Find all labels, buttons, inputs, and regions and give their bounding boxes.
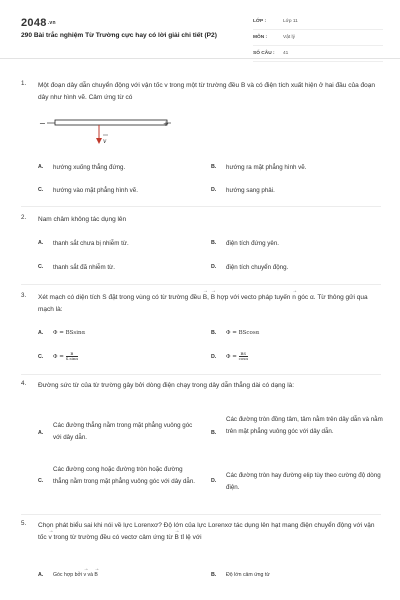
question-3: 3. Xét mạch có diện tích S đặt trong vùng có từ trường đều → B, → B hợp với vecto pháp tuyến → n góc α. Từ thông gửi qua mạch là: A. Φ = BSsinα B. Φ = BScosα C. Φ = $\frac{B}{S.\sin\alpha}$ D. Φ = $\frac{BS}{\cos\alpha}$ <box>21 292 381 370</box>
question-number: 4. <box>21 380 27 387</box>
plus-sign: + <box>163 120 169 128</box>
question-4: 4. Đường sức từ của từ trường gây bởi dòng điện chạy trong dây dẫn thẳng dài có dạng là: A. Các đường thẳng nằm trong mặt phẳng vuông góc với dây dẫn. B. Các đường tròn đồng tâm, tâm nằm trên dây dẫn và nằm trên mặt phẳng vuông góc với dây dẫn. C. Các đường cong hoặc đường tròn hoặc đường thẳng nằm trong mặt phẳng vuông góc với dây dẫn. D. Các đường tròn hay đường elip tùy theo cường độ dòng điện. <box>21 380 383 491</box>
question-number: 5. <box>21 520 27 527</box>
question-number: 2. <box>21 214 27 221</box>
divider <box>21 206 381 207</box>
document-header <box>0 0 400 59</box>
meta-question-count: SỐ CÂU : 41 <box>253 48 383 62</box>
wire-figure <box>37 116 177 148</box>
question-2: 2. Nam châm không tác dụng lên A. thanh sắt chưa bị nhiễm từ. B. điện tích đứng yên. C. thanh sắt đã nhiễm từ. D. điện tích chuyển động. <box>21 214 381 278</box>
question-5: 5. Chọn phát biểu sai khi nói về lực Lorenxơ? Độ lớn của lực Lorenxơ tác dụng lên hạt mang điện chuyển động với vận tốc → v trong từ trường đều có vectơ cảm ứng từ → B tỉ lệ với A. Góc hợp bởi → v và → B B. Độ lớn cảm ứng từ <box>21 520 381 600</box>
wire-rod <box>55 120 167 125</box>
divider <box>21 374 381 375</box>
document-title: 290 Bài trắc nghiệm Từ Trường cực hay có lời giải chi tiết (P2) <box>21 32 217 39</box>
question-text: Xét mạch có diện tích S đặt trong vùng có từ trường đều → B, → B hợp với vecto pháp tuyến → n góc α. Từ thông gửi qua mạch là: <box>38 292 378 315</box>
document-meta <box>253 16 383 64</box>
divider <box>21 514 381 515</box>
site-logo[interactable]: 2048.vn <box>21 17 56 29</box>
question-1: 1. Một đoạn dây dẫn chuyển động với vận tốc v trong một từ trường đều B và có điện tích xuất hiện ở hai đầu của đoạn dây như hình vẽ. Cảm ứng từ có − + v A. hướng xuống thẳng đứng. B. hướng ra mặt phẳng hình vẽ. C. hướng vào mặt phẳng hình vẽ. D. hướng sang phải. <box>21 80 381 200</box>
question-number: 1. <box>21 80 27 87</box>
meta-subject: MÔN : Vật lý <box>253 32 383 46</box>
divider <box>21 284 381 285</box>
question-number: 3. <box>21 292 27 299</box>
meta-class: LỚP : Lớp 11 <box>253 16 383 30</box>
velocity-label: v <box>103 138 107 145</box>
question-text: Nam châm không tác dụng lên <box>38 216 127 223</box>
question-text: Một đoạn dây dẫn chuyển động với vận tốc v trong một từ trường đều B và có điện tích xuất hiện ở hai đầu của đoạn dây như hình vẽ. Cảm ứng từ có <box>38 82 375 101</box>
question-text: Chọn phát biểu sai khi nói về lực Lorenxơ? Độ lớn của lực Lorenxơ tác dụng lên hạt mang điện chuyển động với vận tốc → v trong từ trường đều có vectơ cảm ứng từ → B tỉ lệ với <box>38 520 378 543</box>
minus-sign: − <box>39 119 46 128</box>
question-text: Đường sức từ của từ trường gây bởi dòng điện chạy trong dây dẫn thẳng dài có dạng là: <box>38 382 295 389</box>
